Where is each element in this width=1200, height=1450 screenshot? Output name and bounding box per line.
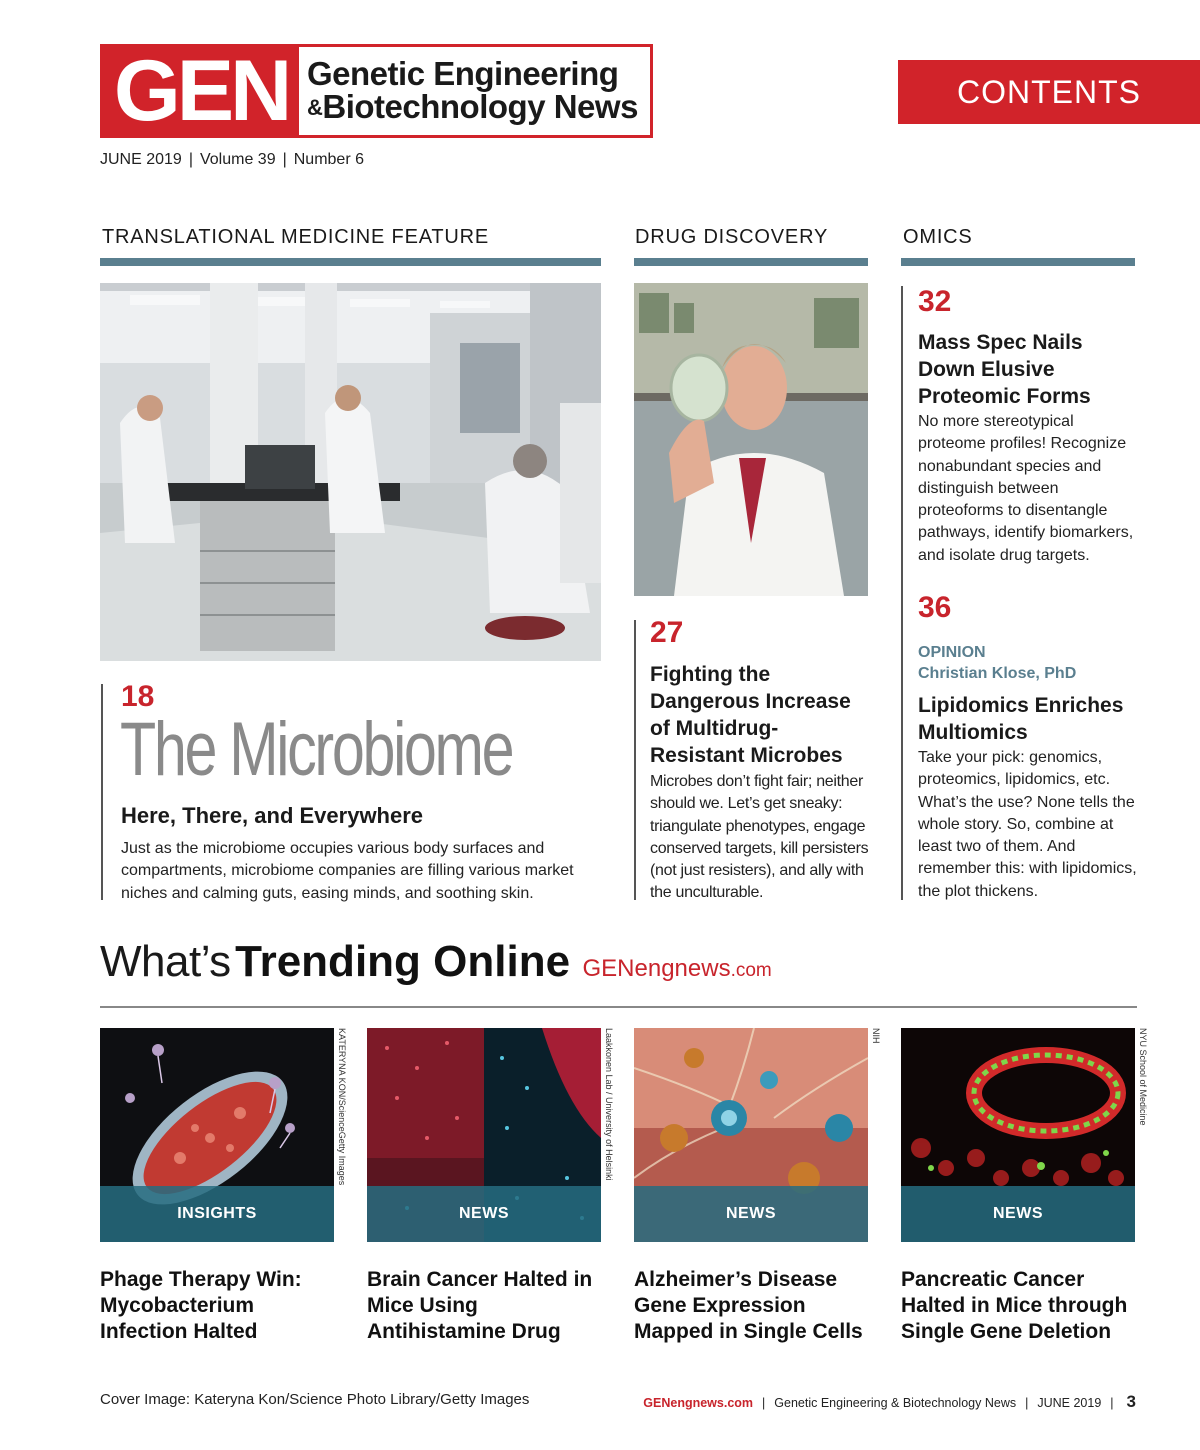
omics2-body: Take your pick: genomics, proteomics, lipidomics, etc. What’s the use? None tells the whole story. So, combine at least two of them. And remember this: with lipidomics, the plot thickens. [918, 749, 1137, 900]
section-header-translational: TRANSLATIONAL MEDICINE FEATURE [102, 226, 490, 248]
opinion-author: Christian Klose, PhD [918, 665, 1077, 682]
feature-body: Just as the microbiome occupies various body surfaces and compartments, microbiome companies are filling various market niches and calming guts, easing minds, and soothing skin. [121, 840, 574, 902]
footer-page-number: 3 [1126, 1392, 1136, 1411]
footer-publication: Genetic Engineering & Biotechnology News [774, 1396, 1017, 1410]
card-tag: NEWS [634, 1186, 868, 1242]
card-credit: KATERYNA KON/ScienceGetty Images [337, 1028, 347, 1186]
feature-title[interactable]: The Microbiome [120, 707, 513, 792]
card-title[interactable]: Phage Therapy Win: Mycobacterium Infection Halted [100, 1268, 302, 1343]
trending-card-brain-cancer[interactable] [367, 1028, 601, 1242]
issue-separator: | [282, 151, 287, 168]
page-footer [643, 1392, 1136, 1412]
section-bar [100, 258, 601, 266]
lab-photo[interactable] [100, 283, 601, 661]
trending-card-phage[interactable] [100, 1028, 334, 1242]
contents-label: CONTENTS [898, 60, 1200, 124]
omics2-title[interactable]: Lipidomics Enriches Multiomics [918, 694, 1124, 744]
issue-date: JUNE 2019 [100, 151, 182, 168]
gen-logo[interactable] [100, 44, 653, 138]
drug-body: Microbes don’t fight fair; neither should we. Let’s get sneaky: triangulate phenotypes, engage conserved targets, kill persisters (not just resisters), and ally with the unculturable. [650, 773, 869, 902]
trending-card-pancreatic-cancer[interactable] [901, 1028, 1135, 1242]
cover-credit: Cover Image: Kateryna Kon/Science Photo Library/Getty Images [100, 1391, 530, 1408]
section-header-drug-discovery: DRUG DISCOVERY [635, 226, 829, 248]
card-title[interactable]: Pancreatic Cancer Halted in Mice through Single Gene Deletion [901, 1268, 1128, 1343]
opinion-label [918, 642, 1076, 684]
logo-line-2 [307, 90, 638, 125]
omics-rule [901, 286, 903, 900]
section-header-omics: OMICS [903, 226, 973, 248]
issue-separator: | [188, 151, 193, 168]
omics1-title[interactable]: Mass Spec Nails Down Elusive Proteomic Forms [918, 331, 1091, 408]
omics1-body: No more stereotypical proteome profiles! Recognize nonabundant species and distinguish between proteoforms to disentangle pathways, identify biomarkers, and isolate drug targets. [918, 413, 1134, 564]
scientist-photo[interactable] [634, 283, 868, 596]
trending-card-alzheimers[interactable] [634, 1028, 868, 1242]
opinion-tag: OPINION [918, 644, 986, 661]
omics2-page-number[interactable]: 36 [918, 591, 952, 624]
card-credit: NYU School of Medicine [1138, 1028, 1148, 1126]
issue-number: Number 6 [293, 151, 364, 168]
section-bar [634, 258, 868, 266]
trending-rule [100, 1006, 1137, 1008]
footer-separator: | [1025, 1396, 1029, 1410]
omics1-page-number[interactable]: 32 [918, 285, 952, 318]
trending-whats: What’s [100, 937, 231, 986]
card-credit: Laakkonen Lab / University of Helsinki [604, 1028, 614, 1181]
drug-title[interactable]: Fighting the Dangerous Increase of Multidrug-Resistant Microbes [650, 663, 851, 767]
feature-page-number[interactable]: 18 [121, 680, 155, 713]
card-title[interactable]: Alzheimer’s Disease Gene Expression Mapped in Single Cells [634, 1268, 863, 1343]
card-tag: NEWS [901, 1186, 1135, 1242]
trending-site-link[interactable] [583, 955, 772, 982]
logo-wordmark [299, 47, 638, 135]
feature-rule [101, 684, 103, 900]
footer-separator: | [762, 1396, 766, 1410]
issue-info [100, 151, 364, 169]
card-credit: NIH [871, 1028, 881, 1044]
feature-subtitle: Here, There, and Everywhere [121, 803, 424, 828]
logo-ampersand: & [307, 95, 323, 120]
issue-volume: Volume 39 [199, 151, 276, 168]
trending-title: Trending Online [235, 937, 571, 986]
logo-line-2-text: Biotechnology News [322, 88, 638, 125]
footer-date: JUNE 2019 [1037, 1396, 1102, 1410]
footer-site-link[interactable]: GENengnews.com [643, 1396, 754, 1410]
card-title[interactable]: Brain Cancer Halted in Mice Using Antihistamine Drug [367, 1268, 593, 1343]
card-tag: INSIGHTS [100, 1186, 334, 1242]
footer-separator: | [1110, 1396, 1114, 1410]
card-tag: NEWS [367, 1186, 601, 1242]
drug-page-number[interactable]: 27 [650, 616, 684, 649]
logo-line-1: Genetic Engineering [307, 55, 619, 92]
trending-site-tld: .com [730, 960, 772, 981]
trending-header [100, 937, 772, 986]
section-bar [901, 258, 1135, 266]
trending-site: GENengnews [582, 955, 731, 982]
drug-rule [634, 620, 636, 900]
logo-letters: GEN [103, 47, 299, 135]
